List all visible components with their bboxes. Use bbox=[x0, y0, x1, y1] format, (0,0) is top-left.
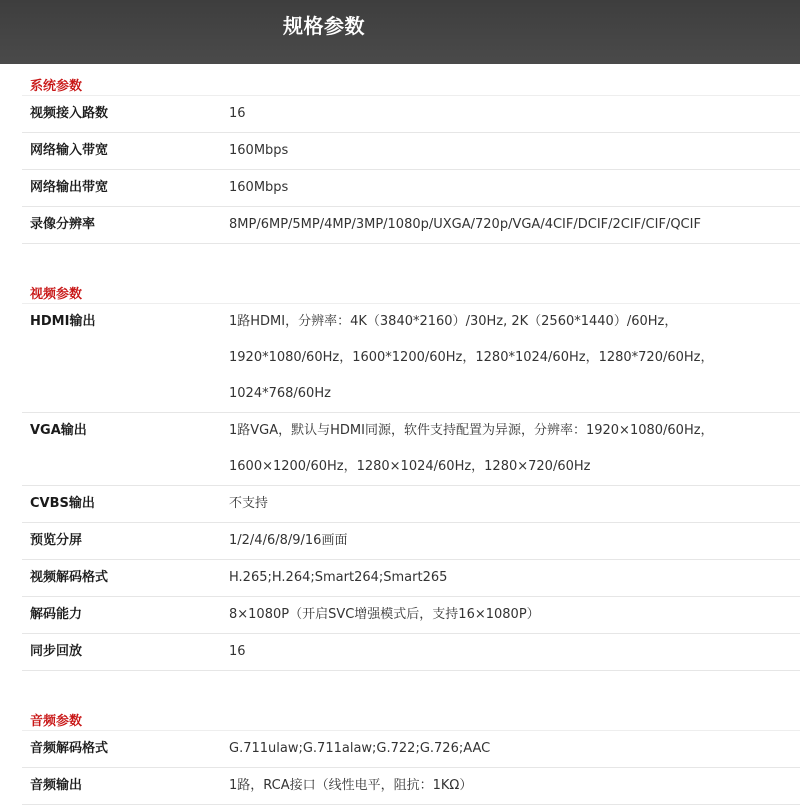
spec-row bbox=[22, 486, 800, 523]
spec-value bbox=[229, 768, 800, 804]
spec-label: 网络输出带宽 bbox=[30, 180, 109, 195]
spec-row bbox=[22, 560, 800, 597]
spec-row bbox=[22, 413, 800, 486]
spec-row bbox=[22, 768, 800, 805]
page-title: 规格参数 bbox=[283, 14, 365, 38]
spec-value-line: H.265;H.264;Smart264;Smart265 bbox=[229, 570, 448, 585]
spec-label: 录像分辨率 bbox=[30, 217, 96, 232]
spec-content bbox=[0, 64, 800, 805]
spec-value-line: 不支持 bbox=[229, 496, 269, 511]
spec-row bbox=[22, 170, 800, 207]
spec-row bbox=[22, 304, 800, 413]
spec-value-line: 8MP/6MP/5MP/4MP/3MP/1080p/UXGA/720p/VGA/4CIF/DCIF/2CIF/CIF/QCIF bbox=[229, 217, 701, 232]
spec-value bbox=[229, 170, 800, 206]
spec-section bbox=[22, 272, 800, 671]
spec-value-line: 160Mbps bbox=[229, 143, 289, 158]
spec-label: 视频解码格式 bbox=[30, 570, 109, 585]
spec-value-line: G.711ulaw;G.711alaw;G.722;G.726;AAC bbox=[229, 741, 491, 756]
spec-value bbox=[229, 523, 800, 559]
spec-value bbox=[229, 731, 800, 767]
spec-value bbox=[229, 207, 800, 243]
spec-value-line: 1路VGA，默认与HDMI同源，软件支持配置为异源，分辨率：1920×1080/60Hz， bbox=[229, 423, 714, 438]
spec-row bbox=[22, 597, 800, 634]
section-title: 音频参数 bbox=[22, 699, 800, 731]
spec-value-line: 160Mbps bbox=[229, 180, 289, 195]
spec-row bbox=[22, 96, 800, 133]
spec-value-line: 8×1080P（开启SVC增强模式后，支持16×1080P） bbox=[229, 607, 540, 622]
spec-value bbox=[229, 486, 800, 522]
spec-label: HDMI输出 bbox=[30, 314, 96, 329]
spec-value-line: 1路HDMI，分辨率：4K（3840*2160）/30Hz, 2K（2560*1440）/60Hz， bbox=[229, 314, 678, 329]
spec-label: VGA输出 bbox=[30, 423, 87, 438]
spec-value bbox=[229, 634, 800, 670]
spec-row bbox=[22, 523, 800, 560]
spec-value bbox=[229, 413, 800, 485]
spec-value-line: 1024*768/60Hz bbox=[229, 386, 331, 401]
spec-value-line: 16 bbox=[229, 106, 246, 121]
spec-label: 网络输入带宽 bbox=[30, 143, 109, 158]
spec-label: 同步回放 bbox=[30, 644, 83, 659]
spec-value bbox=[229, 96, 800, 132]
spec-label: 音频输出 bbox=[30, 778, 83, 793]
spec-label: 音频解码格式 bbox=[30, 741, 109, 756]
spec-row bbox=[22, 731, 800, 768]
spec-section bbox=[22, 64, 800, 244]
spec-label: 预览分屏 bbox=[30, 533, 83, 548]
section-gap bbox=[0, 244, 800, 272]
spec-value-line: 1600×1200/60Hz，1280×1024/60Hz，1280×720/60Hz bbox=[229, 459, 591, 474]
spec-value-line: 16 bbox=[229, 644, 246, 659]
section-title: 系统参数 bbox=[22, 64, 800, 96]
spec-row bbox=[22, 634, 800, 671]
spec-value bbox=[229, 560, 800, 596]
section-title: 视频参数 bbox=[22, 272, 800, 304]
spec-row bbox=[22, 133, 800, 170]
spec-label: 解码能力 bbox=[30, 607, 83, 622]
spec-value bbox=[229, 304, 800, 412]
spec-value-line: 1920*1080/60Hz，1600*1200/60Hz，1280*1024/60Hz，1280*720/60Hz， bbox=[229, 350, 714, 365]
spec-value-line: 1路，RCA接口（线性电平，阻抗：1KΩ） bbox=[229, 778, 473, 793]
spec-label: CVBS输出 bbox=[30, 496, 95, 511]
spec-row bbox=[22, 207, 800, 244]
spec-value bbox=[229, 597, 800, 633]
section-gap bbox=[0, 671, 800, 699]
spec-label: 视频接入路数 bbox=[30, 106, 109, 121]
spec-value-line: 1/2/4/6/8/9/16画面 bbox=[229, 533, 348, 548]
spec-value bbox=[229, 133, 800, 169]
page-header bbox=[0, 0, 800, 64]
spec-section bbox=[22, 699, 800, 805]
